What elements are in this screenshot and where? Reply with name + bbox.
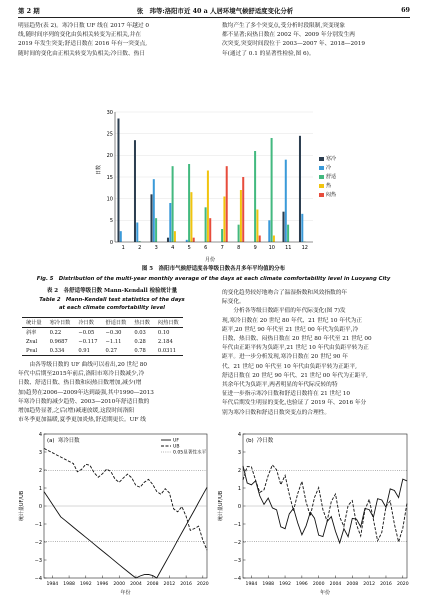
table-cell: 0.03: [134, 329, 146, 336]
x-tick-label: 11: [285, 245, 292, 251]
text-line: 都不显著;闷热日数在 2002 年、2009 年分别发生两: [222, 32, 355, 39]
page-number: 69: [401, 6, 410, 14]
ub-curve: [44, 448, 207, 550]
x-tick-label: 3: [154, 245, 158, 251]
x-tick-label: 9: [253, 245, 257, 251]
table-cell: 0.334: [46, 346, 75, 356]
text-line: 数均产生了多个突变点,受分析时段限制,突变现象: [222, 23, 346, 29]
bar: [271, 138, 273, 242]
y-tick-label: 3: [237, 449, 241, 456]
table-cell: 0.22: [49, 329, 62, 336]
text-line: 际变化。: [222, 299, 245, 306]
y-tick-label: −2: [233, 539, 241, 546]
bar: [188, 164, 190, 242]
text-line: 其余年代为负距平,两者明显的年代际反转的特: [222, 382, 338, 389]
table-row: [22, 337, 183, 346]
x-tick-label: 6: [204, 245, 208, 251]
y-tick-label: 4: [38, 431, 42, 438]
legend-swatch: [319, 184, 324, 188]
text-line: 别为寒冷日数和舒适日数突变点的合理性。: [222, 409, 331, 416]
text-line: 舒适日数在 20 世纪 90 年代、21 世纪 00 年代为正距平,: [222, 372, 368, 379]
x-tick-label: 10: [268, 245, 275, 251]
y-tick-label: −1: [34, 521, 42, 528]
fig5-caption-cn: 图 5 洛阳市气候舒适度各等级日数各月多年平均值的分布: [141, 266, 286, 272]
table-header-cell: 闷热日数: [154, 318, 183, 328]
legend-swatch: [319, 166, 324, 170]
text-line: 分析各等级日数距平值的年代际变化(图 7)发: [222, 308, 346, 315]
fig6b-cool-days-mk-plot: [217, 428, 413, 603]
table2-caption-cn: 表 2 各舒适等级日数 Mann-Kendall 检验统计量: [46, 288, 178, 294]
right-paragraph: [222, 289, 372, 418]
y-tick-label: 0: [109, 239, 113, 246]
bar: [273, 236, 275, 243]
x-tick-label: 2004: [329, 582, 342, 587]
y-tick-label: 2: [237, 467, 241, 474]
x-tick-label: 2004: [130, 582, 142, 587]
table-cell: 0.28: [134, 338, 146, 345]
x-tick-label: 1988: [63, 582, 75, 587]
text-line: 日数、热日数、闷热日数在 20 世纪 80 年代至 21 世纪 00: [222, 336, 372, 343]
y-tick-label: 15: [106, 174, 113, 181]
legend-label: UF: [173, 438, 180, 444]
text-line: 现,寒冷日数在 20 世纪 80 年代、21 世纪 10 年代为正: [222, 317, 363, 324]
bar: [259, 236, 261, 243]
x-tick-label: 1988: [262, 582, 275, 587]
bar: [242, 177, 244, 242]
legend-label: 冷: [326, 165, 332, 171]
x-tick-label: 1992: [79, 582, 92, 587]
fig5-bar-chart: [95, 108, 353, 264]
x-tick-label: 4: [171, 245, 175, 251]
text-line: 代、21 世纪 00 年代至 10 年代由负距平转为正距平,: [222, 363, 357, 370]
legend-swatch: [319, 157, 324, 161]
bar: [205, 207, 207, 242]
legend-swatch: [319, 175, 324, 179]
x-tick-label: 2000: [113, 582, 126, 587]
table-row: [22, 346, 183, 356]
y-axis-label: 统计量UF/UB: [19, 490, 25, 522]
x-tick-label: 5: [187, 245, 191, 251]
text-line: 线,随时间序列的变化由负相关转变为正相关,并在: [18, 32, 142, 39]
x-axis-label: 月份: [204, 257, 216, 263]
y-tick-label: 30: [106, 109, 113, 116]
x-tick-label: 1984: [46, 582, 59, 587]
table-cell: Zval: [26, 338, 38, 345]
bar: [226, 166, 228, 242]
bar: [240, 190, 242, 242]
y-axis-label: 日数: [96, 164, 102, 176]
text-line: 市冬季更加温暖,夏季更加炎热,舒适期更长。UF 线: [18, 417, 146, 424]
y-tick-label: −2: [34, 539, 42, 546]
mk-statistics-table: [22, 317, 183, 356]
legend-label: 0.05显著性水平: [173, 450, 207, 456]
table-cell: −0.05: [78, 329, 95, 336]
table-cell: 2.184: [157, 338, 173, 345]
table2-caption-en-2: at each climate comfortability level: [58, 305, 165, 311]
table-header-row: [22, 318, 183, 328]
bar: [174, 231, 176, 242]
x-tick-label: 1996: [296, 582, 308, 587]
text-line: 次突变,突变时间段位于 2003—2007 年、2018—2019: [222, 41, 365, 48]
text-line: 年代中后期至2015年前后,洛阳市寒冷日数减少,冷: [18, 371, 145, 378]
bar: [209, 218, 211, 242]
text-line: 年代后期发生明显的变化,也验证了 2019 年、2016 年分: [222, 400, 367, 407]
x-tick-label: 2008: [346, 582, 359, 587]
bar: [282, 212, 284, 242]
x-tick-label: 1: [121, 245, 125, 251]
bar: [169, 203, 171, 242]
y-tick-label: 2: [38, 467, 42, 474]
bar: [150, 194, 152, 242]
header-rule: [18, 17, 410, 18]
panel-label: (a): [47, 438, 55, 444]
journal-issue: 第 2 期: [18, 7, 40, 15]
y-tick-label: 1: [237, 485, 241, 492]
y-axis-label: 统计量UF/UB: [218, 490, 224, 522]
table-cell: 0.10: [157, 329, 170, 336]
bar: [193, 238, 195, 242]
legend-label: UB: [173, 444, 180, 450]
x-tick-label: 2020: [396, 582, 409, 587]
bar: [172, 166, 174, 242]
text-line: 征进一步指示寒冷日数和舒适日数将在 21 世纪 10: [222, 391, 350, 398]
fig6a-cold-days-mk-plot: [18, 428, 213, 603]
y-tick-label: 4: [237, 431, 241, 438]
fig5-caption-en: Fig. 5 Distribution of the multi-year monthly average of the days at each climate comfortability level in Luoyang City: [36, 276, 391, 282]
bar: [155, 218, 157, 242]
bar: [117, 119, 119, 243]
text-line: 年代由正距平转为负距平,21 世纪 10 年代由负距平转为正: [222, 345, 369, 352]
y-tick-label: −1: [233, 521, 241, 528]
panel-label: (b): [246, 438, 254, 444]
x-tick-label: 12: [301, 245, 308, 251]
bar: [285, 160, 287, 242]
legend-label: 寒冷: [326, 156, 337, 162]
legend-label: 闷热: [326, 192, 337, 198]
table-row: [22, 328, 183, 338]
table-cell: −0.117: [78, 338, 98, 345]
panel-title: 寒冷日数: [58, 438, 80, 444]
x-tick-label: 2016: [380, 582, 392, 587]
bar: [221, 229, 223, 242]
bar: [190, 192, 192, 242]
x-axis-label: 年份: [120, 590, 131, 596]
bar: [207, 171, 209, 243]
y-tick-label: −3: [34, 557, 42, 564]
legend-label: 热: [326, 183, 332, 189]
bar: [238, 225, 240, 242]
running-title: 张 玮等:洛阳市近 40 a 人居环境气候舒适度变化分析: [136, 7, 294, 15]
bar: [120, 231, 122, 242]
left-paragraph: [18, 361, 154, 425]
table-header-cell: 热日数: [130, 318, 154, 328]
text-line: 距平。进一步分析发现,寒冷日数在 20 世纪 90 年: [222, 354, 348, 361]
text-line: 距平,20 世纪 90 年代至 21 世纪 00 年代为负距平,冷: [222, 326, 359, 333]
x-axis-label: 年份: [319, 590, 331, 596]
text-line: 日数、舒适日数、热日数和闷热日数增加,减少(增: [18, 380, 142, 387]
table2-caption-en-1: Table 2 Mann-Kendall test statistics of the days: [39, 297, 185, 303]
y-tick-label: −4: [34, 575, 42, 582]
y-tick-label: 25: [106, 131, 113, 138]
table-cell: 0.91: [74, 346, 101, 356]
y-tick-label: 0: [237, 503, 241, 510]
y-tick-label: 10: [106, 196, 113, 203]
panel-title: 冷日数: [257, 438, 274, 444]
table-cell: 斜率: [26, 330, 37, 336]
text-line: 的变化趋势较好地吻合了温湿指数和风效指数的年: [222, 290, 348, 296]
text-line: 年(通过了 0.1 的显著性检验,图 6)。: [222, 50, 315, 57]
text-line: 明显趋势(表 2)。寒冷日数 UF 线在 2017 年越过 0: [18, 23, 150, 29]
bar: [299, 136, 301, 242]
bar: [223, 197, 225, 243]
table-header-cell: 舒适日数: [102, 318, 131, 328]
table-cell: 0.9687: [49, 338, 68, 345]
table-cell: Pval: [22, 346, 46, 356]
x-tick-label: 2016: [180, 582, 192, 587]
x-tick-label: 2: [138, 245, 142, 251]
bar: [167, 238, 169, 242]
y-tick-label: 20: [106, 153, 113, 160]
table-cell: −1.11: [105, 338, 122, 345]
text-line: 2019 年发生突变;舒适日数在 2016 年有一突变点,: [18, 41, 148, 48]
uf-curve: [44, 487, 207, 578]
x-tick-label: 2020: [196, 582, 209, 587]
x-tick-label: 2000: [312, 582, 325, 587]
bar: [153, 179, 155, 242]
y-tick-label: 5: [109, 218, 113, 225]
bar: [256, 210, 258, 243]
bar: [134, 140, 136, 242]
y-tick-label: 1: [38, 485, 42, 492]
table-header-cell: 统计量: [22, 318, 46, 328]
y-tick-label: −3: [233, 557, 241, 564]
text-line: 年寒冷日数的减少趋势、2003—2010年舒适日数的: [18, 398, 150, 405]
bar: [268, 220, 270, 242]
bar: [186, 240, 188, 242]
y-tick-label: 0: [38, 503, 42, 510]
x-tick-label: 1984: [245, 582, 258, 587]
text-line: 增加趋势显著,之后(增)减速放缓,这段时间洛阳: [18, 408, 135, 415]
table-cell: 0.78: [130, 346, 154, 356]
y-tick-label: −4: [233, 575, 241, 582]
x-tick-label: 2008: [146, 582, 159, 587]
legend-swatch: [319, 193, 324, 197]
table-cell: 0.0311: [154, 346, 183, 356]
text-line: 由各等级日数的 UF 曲线可以看出,20 世纪 80: [18, 362, 147, 368]
bar: [136, 223, 138, 243]
x-tick-label: 2012: [163, 582, 176, 587]
x-tick-label: 2012: [363, 582, 376, 587]
table-cell: −0.30: [105, 329, 122, 336]
table-cell: 0.27: [102, 346, 131, 356]
text-line: 随时间的变化由正相关转变为负相关;冷日数、热日: [18, 50, 146, 57]
left-intro-text: [18, 22, 149, 59]
x-tick-label: 1992: [279, 582, 291, 587]
bar: [254, 151, 256, 242]
text-line: 加)趋势在2006—2009年达到最强,其中1990—2013: [18, 389, 154, 396]
x-tick-label: 1996: [96, 582, 109, 587]
x-tick-label: 8: [237, 245, 241, 251]
bar: [287, 225, 289, 242]
table-header-cell: 寒冷日数: [46, 318, 75, 328]
bar: [301, 214, 303, 242]
x-tick-label: 7: [220, 245, 224, 251]
table-header-cell: 冷日数: [74, 318, 101, 328]
right-intro-text: [222, 22, 365, 59]
legend-label: 舒适: [326, 174, 337, 180]
y-tick-label: 3: [38, 449, 42, 456]
